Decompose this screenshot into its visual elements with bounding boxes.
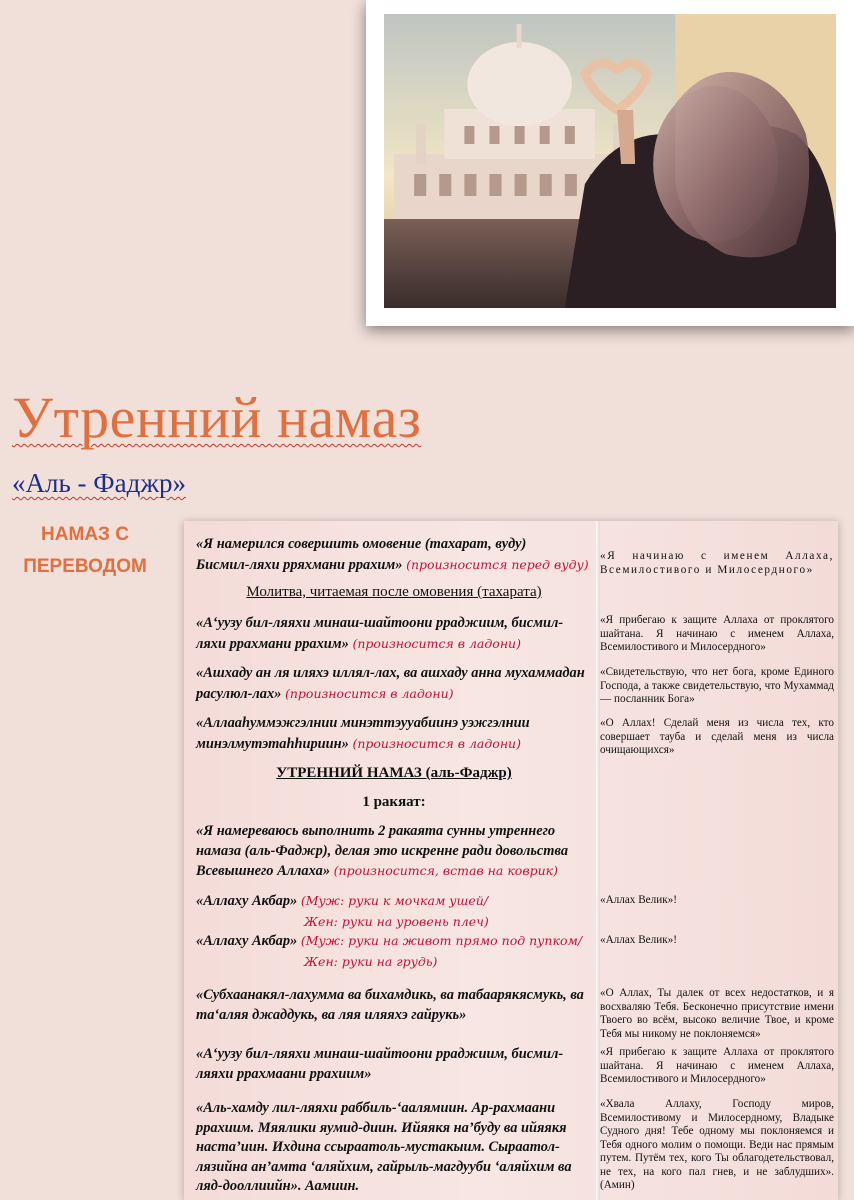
heading-morning-prayer-text: УТРЕННИЙ НАМАЗ (аль-Фаджр): [276, 765, 512, 781]
heading-after-ablution: [196, 584, 592, 601]
takbir-1-note-2: Жен: руки на уровень плеч): [304, 913, 489, 929]
translation-4: «О Аллах! Сделай меня из числа тех, кто совершает тауба и сделай меня из числа очищающихся»: [600, 717, 834, 756]
intention-text: Бисмил-ляхи рряхмани ррахим»: [196, 556, 403, 573]
takbir-2-note-1: (Муж: руки на живот прямо под пупком/: [300, 933, 583, 948]
prayer-block-3-text: «Ашхаду ан ля иляхэ иллял-лах, ва ашхаду анна мухаммадан расулюл-лах»: [196, 665, 585, 702]
photo-frame: [366, 0, 854, 326]
page-subtitle: [12, 468, 186, 499]
translation-2: «Я прибегаю к защите Аллаха от проклятого шайтана. Я начинаю с именем Аллаха, Всемилостивого и Милосердного»: [600, 614, 834, 653]
prayer-block-4-text: «Аллааhуммэжгэлнии минэттэууабиинэ уэжгэлнии минэлмутэтаhhириин»: [196, 715, 530, 752]
intention-line-2: [196, 555, 592, 576]
side-label: НАМАЗ С ПЕРЕВОДОМ: [23, 524, 147, 577]
takbir-block-1: [196, 891, 592, 931]
prayer-block-3-note: (произносится в ладони): [284, 685, 454, 701]
prayer-block-2-text: «А‘уузу бил-ляяхи минаш-шайтоони рраджиим, бисмил-ляхи ррахмани ррахим»: [196, 615, 564, 652]
takbir-2-note-2: Жен: руки на грудь): [304, 953, 438, 969]
translation-5: «Аллах Велик»!: [600, 894, 677, 906]
prayer-block-4-note: (произносится в ладони): [352, 735, 521, 751]
takbir-1-text: «Аллаху Акбар»: [196, 893, 298, 909]
heading-morning-prayer: [196, 765, 592, 782]
translation-1: «Я начинаю с именем Аллаха, Всемилостивого и Милосердного»: [600, 550, 834, 576]
page-subtitle-text: «Аль - Фаджр»: [12, 468, 186, 498]
prayer-block-5-text: «Я намереваюсь выполнить 2 ракаята сунны утреннего намаза (аль-Фаджр), делая это искренне ради довольства Всевышнего Аллаха»: [196, 823, 569, 879]
prayer-block-7: «А‘уузу бил-ляяхи минаш-шайтоони рраджиим, бисмил-ляяхи ррахмаани ррахиим»: [196, 1046, 564, 1082]
prayer-document: [184, 521, 838, 1200]
translation-8: «Я прибегаю к защите Аллаха от проклятого шайтана. Я начинаю с именем Аллаха, Всемилостивого и Милосердного»: [600, 1046, 834, 1085]
translation-9: «Хвала Аллаху, Господу миров, Всемилостивому и Милосердному, Владыке Судного дня! Тебе одному мы поклоняемся и Тебя одного молим о помощи. Веди нас прямым путем. Путём тех, кого Ты облагодетельствовал, не тех, на кого пал гнев, и не заблудших». (Амин): [600, 1098, 834, 1191]
prayer-block-6: «Субхаанакял-лахумма ва бихамдикь, ва табаарякясмукь, ва та‘аляя джаддукь, ва ляя иляяхэ гайрукь»: [196, 987, 584, 1023]
prayer-block-4: [196, 714, 592, 754]
heading-after-ablution-text: Молитва, читаемая после омовения (тахарата): [246, 584, 542, 600]
prayer-block-2-note: (произносится в ладони): [352, 635, 521, 651]
page-title-text: Утренний намаз: [12, 385, 422, 450]
prayer-block-5-note: (произносится, встав на коврик): [333, 863, 558, 878]
prayer-block-2: [196, 614, 592, 654]
prayer-block-8: «Аль-хамду лил-ляяхи раббиль-‘аалямиин. Ар-рахмаани ррахиим. Мяялики яумид-диин. Ийяякя на’буду ва ийяякя наста’иин. Ихдина ссыраатоль-мустакыим. Сыраатол-лязийна ан’амта ‘аляйхим, гайрыль-магдууби ‘аляйхим ва ляд-дооллиийн». Аамиин.: [196, 1100, 572, 1194]
heading-rakat: 1 ракяат:: [362, 794, 426, 810]
intention-block: [196, 535, 592, 575]
takbir-1-note-1: (Муж: руки к мочкам ушей/: [300, 893, 489, 908]
prayer-block-3: [196, 664, 592, 704]
page-title: [12, 384, 421, 451]
intention-note: (произносится перед вуду): [406, 556, 589, 572]
translation-3: «Свидетельствую, что нет бога, кроме Единого Господа, а также свидетельствую, что Мухаммад — посланник Бога»: [600, 666, 834, 705]
mosque-photo: [384, 14, 836, 308]
translation-6: «Аллах Велик»!: [600, 934, 677, 946]
mosque-illustration: [384, 14, 836, 308]
takbir-2-text: «Аллаху Акбар»: [196, 933, 298, 949]
takbir-block-2: [196, 931, 592, 971]
intention-line-1: «Я намерился совершить омовение (тахарат, вуду): [196, 536, 527, 552]
prayer-block-5: [196, 822, 592, 882]
translation-7: «О Аллах, Ты далек от всех недостатков, и я восхваляю Тебя. Бесконечно присутствие имени Твоего во всём, высоко величие Твое, и кроме Тебя мы никому не поклоняемся»: [600, 987, 834, 1040]
